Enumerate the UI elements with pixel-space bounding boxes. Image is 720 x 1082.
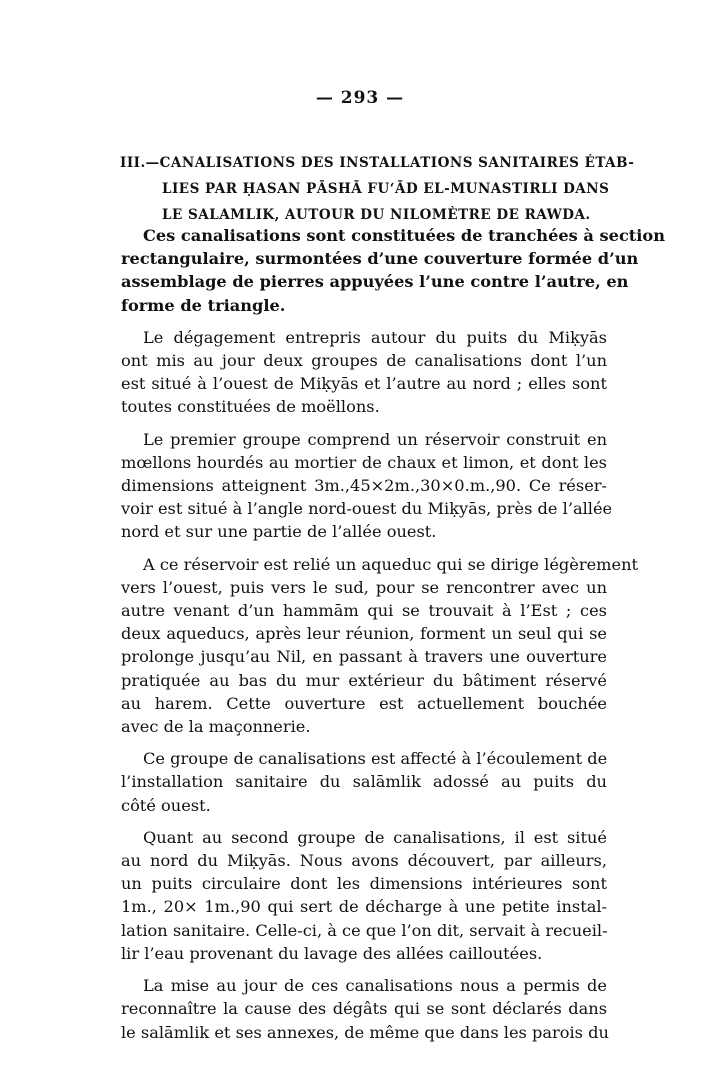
text-line: l’installation sanitaire du salāmlik adossé au puits du: [121, 772, 607, 792]
text-line: côté ouest.: [121, 795, 211, 815]
text-line: rectangulaire, surmontées d’une couverture formée d’un: [121, 249, 639, 269]
text-line: Le dégagement entrepris autour du puits du Miḳyās: [143, 327, 607, 347]
text-line: nord et sur une partie de l’allée ouest.: [121, 522, 437, 542]
paragraph: [121, 826, 607, 965]
text-line: lation sanitaire. Celle-ci, à ce que l’on dit, servait à recueil-: [121, 920, 608, 940]
text-line: avec de la maçonnerie.: [121, 717, 311, 737]
text-line: mœllons hourdés au mortier de chaux et limon, et dont les: [121, 452, 607, 472]
text-line: Quant au second groupe de canalisations, il est situé: [143, 827, 607, 847]
page-number: — 293 —: [315, 88, 405, 108]
text-line: forme de triangle.: [121, 295, 286, 315]
text-line: Le premier groupe comprend un réservoir construit en: [143, 429, 607, 449]
text-line: vers l’ouest, puis vers le sud, pour se rencontrer avec un: [121, 577, 607, 597]
paragraph: [121, 974, 607, 1044]
text-line: deux aqueducs, après leur réunion, forment un seul qui se: [121, 624, 607, 644]
text-line: prolonge jusqu’au Nil, en passant à travers une ouverture: [121, 647, 607, 667]
text-line: La mise au jour de ces canalisations nous a permis de: [143, 976, 607, 996]
text-line: assemblage de pierres appuyées l’une contre l’autre, en: [121, 272, 629, 292]
text-line: 1m., 20× 1m.,90 qui sert de décharge à une petite instal-: [121, 897, 607, 917]
text-line: Ce groupe de canalisations est affecté à l’écoulement de: [143, 749, 608, 769]
text-line: reconnaître la cause des dégâts qui se sont déclarés dans: [121, 999, 607, 1019]
paragraph: [121, 224, 665, 317]
paragraph: [121, 428, 613, 544]
paragraph: [121, 326, 607, 419]
heading-line: LE SALAMLIK, AUTOUR DU NILOMÈTRE DE RAWDA.: [162, 207, 591, 223]
text-line: au harem. Cette ouverture est actuellement bouchée: [121, 693, 607, 713]
paragraph: [121, 747, 607, 817]
text-line: autre venant d’un hammām qui se trouvait à l’Est ; ces: [121, 601, 607, 621]
text-line: le salāmlik et ses annexes, de même que dans les parois du: [121, 1022, 609, 1042]
section-heading: [120, 150, 635, 228]
text-line: dimensions atteignent 3m.,45×2m.,30×0.m.,90. Ce réser-: [121, 476, 607, 496]
heading-line: LIES PAR ḤASAN PĀSHĀ FU‘ĀD EL-MUNASTIRLI DANS: [162, 181, 610, 197]
text-line: lir l’eau provenant du lavage des allées cailloutées.: [121, 943, 543, 963]
text-line: Ces canalisations sont constituées de tranchées à section: [143, 226, 665, 245]
text-line: est situé à l’ouest de Miḳyās et l’autre au nord ; elles sont: [121, 374, 607, 394]
text-line: au nord du Miḳyās. Nous avons découvert, par ailleurs,: [121, 851, 607, 871]
text-line: ont mis au jour deux groupes de canalisations dont l’un: [121, 351, 607, 371]
heading-line: III.—CANALISATIONS DES INSTALLATIONS SANITAIRES ÉTAB-: [120, 155, 635, 171]
text-line: A ce réservoir est relié un aqueduc qui se dirige légèrement: [143, 554, 639, 574]
text-line: un puits circulaire dont les dimensions intérieures sont: [121, 874, 607, 894]
text-line: toutes constituées de moëllons.: [121, 397, 380, 417]
paragraph: [121, 553, 639, 739]
body-text: [121, 224, 665, 1053]
text-line: pratiquée au bas du mur extérieur du bâtiment réservé: [121, 670, 607, 690]
text-line: voir est situé à l’angle nord-ouest du Miḳyās, près de l’allée: [121, 499, 613, 519]
